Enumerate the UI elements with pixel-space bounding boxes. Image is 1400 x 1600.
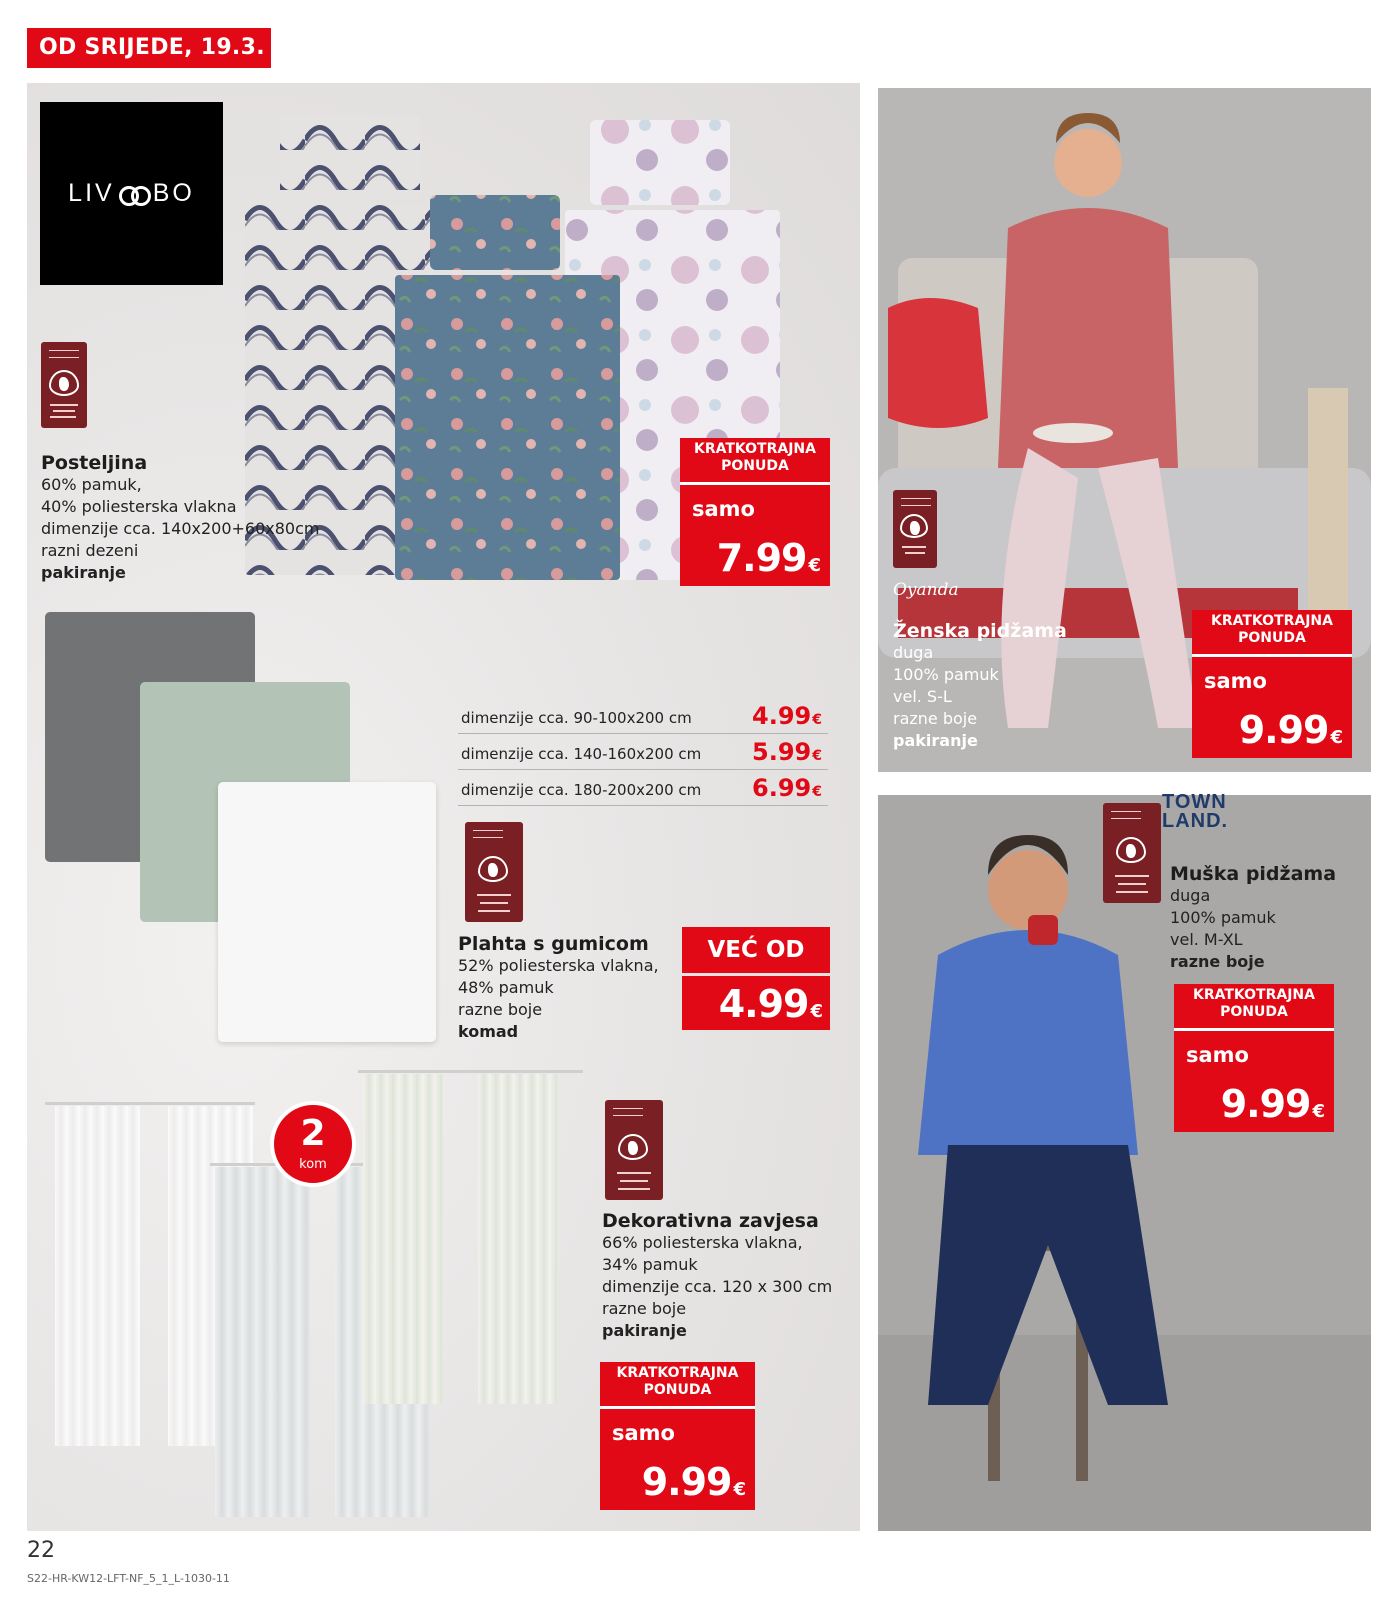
livarno-logo: LIV BO [40,102,223,285]
product-title: Plahta s gumicom [458,933,649,955]
from-price-label: VEĆ OD [682,927,830,973]
price-box: samo 9.99 € [1192,654,1352,758]
product-line: duga [893,643,934,662]
cotton-made-in-africa-badge [41,342,87,428]
product-line: vel. S-L [893,687,952,706]
livarno-loop-icon [119,184,149,204]
product-line: razne boje [602,1299,687,1318]
cotton-made-in-africa-badge [605,1100,663,1200]
product-line: 100% pamuk [893,665,999,684]
price-box: samo 9.99 € [600,1406,755,1510]
product-line: dimenzije cca. 140x200+60x80cm [41,519,320,538]
product-title: Posteljina [41,452,148,474]
product-line: duga [1170,886,1211,905]
cotton-made-in-africa-badge [465,822,523,922]
floral-curtains-illustration [358,1070,588,1410]
product-line: 60% pamuk, [41,475,142,494]
size-price-row: dimenzije cca. 180-200x200 cm 6.99€ [458,772,828,806]
price-box: 4.99 € [682,976,830,1030]
product-unit: pakiranje [602,1321,687,1340]
plahta-text [458,933,659,1043]
product-unit: razne boje [1170,952,1265,971]
price-box: samo 7.99 € [680,482,830,586]
muska-text [1170,863,1336,973]
cotton-made-in-africa-badge [1103,803,1161,903]
posteljina-text [41,452,319,584]
townland-logo: TOWN LAND. [1162,791,1229,832]
short-offer-tag: KRATKOTRAJNA PONUDA [680,438,830,482]
short-offer-tag: KRATKOTRAJNA PONUDA [1192,610,1352,654]
product-line: 34% pamuk [602,1255,698,1274]
price-box: samo 9.99 € [1174,1028,1334,1132]
fitted-sheets-illustration [40,612,360,1042]
product-unit: pakiranje [41,563,126,582]
product-line: dimenzije cca. 120 x 300 cm [602,1277,833,1296]
cotton-made-in-africa-badge [893,490,937,568]
product-unit: pakiranje [893,731,978,750]
product-title: Dekorativna zavjesa [602,1210,819,1232]
page-number: 22 [27,1538,55,1563]
product-line: 66% poliesterska vlakna, [602,1233,803,1252]
product-title: Muška pidžama [1170,863,1337,885]
quantity-badge: 2 kom [270,1101,356,1187]
product-line: 100% pamuk [1170,908,1276,927]
product-line: 40% poliesterska vlakna [41,497,237,516]
product-line: razni dezeni [41,541,139,560]
print-code: S22-HR-KW12-LFT-NF_5_1_L-1030-11 [27,1572,230,1585]
product-title: Ženska pidžama [893,620,1067,642]
product-line: razne boje [458,1000,543,1019]
product-line: 48% pamuk [458,978,554,997]
product-unit: komad [458,1022,519,1041]
product-line: razne boje [893,709,978,728]
date-banner: OD SRIJEDE, 19.3. [27,28,271,68]
oyanda-logo: Oyanda [893,580,959,600]
product-line: 52% poliesterska vlakna, [458,956,659,975]
zenska-text [893,620,1067,752]
short-offer-tag: KRATKOTRAJNA PONUDA [1174,984,1334,1028]
size-price-row: dimenzije cca. 90-100x200 cm 4.99€ [458,700,828,734]
size-price-row: dimenzije cca. 140-160x200 cm 5.99€ [458,736,828,770]
short-offer-tag: KRATKOTRAJNA PONUDA [600,1362,755,1406]
product-line: vel. M-XL [1170,930,1243,949]
zavjesa-text [602,1210,832,1342]
